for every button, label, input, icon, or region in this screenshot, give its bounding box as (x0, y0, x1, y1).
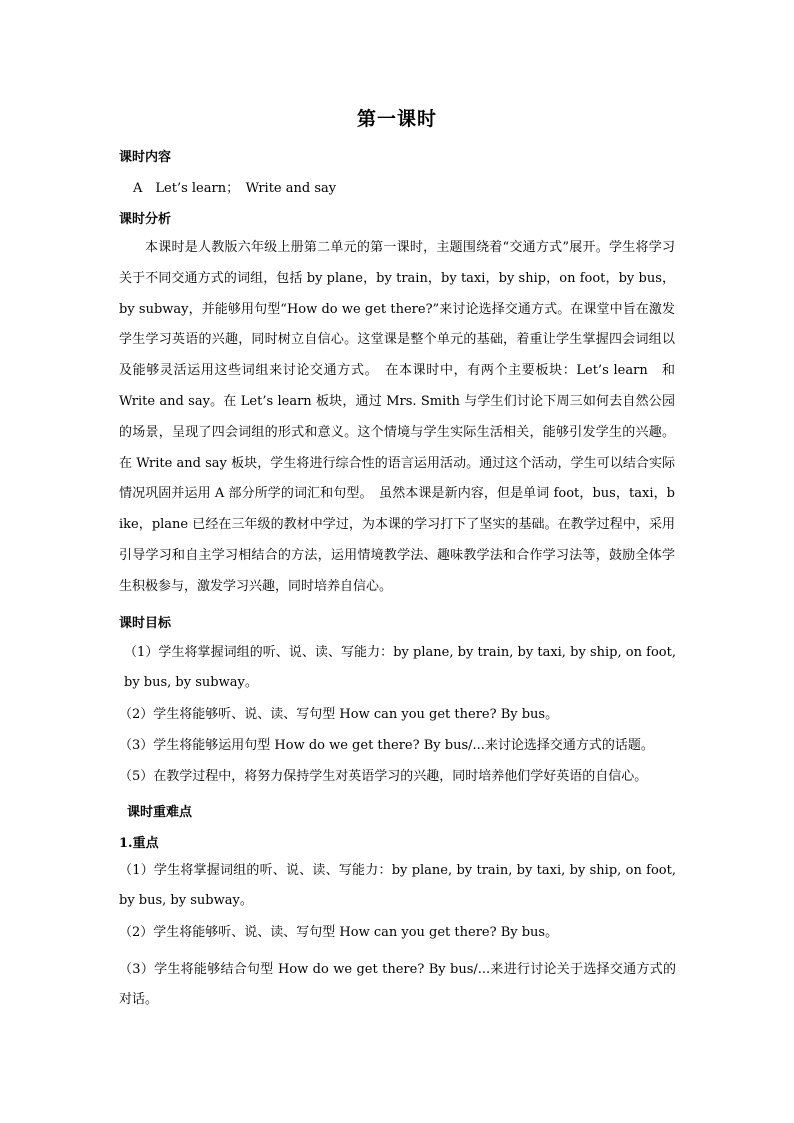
content-text: A Let’s learn； Write and say (133, 181, 337, 196)
page-title: 第一课时 (356, 108, 437, 130)
analysis-paragraph: 本课时是人教版六年级上册第二单元的第一课时，主题围绕着“交通方式”展开。学生将学习关于不同交通方式的词组，包括 by plane，by train，by taxi，by ship，on foot，by bus，by subway，并能够用句型“How do we get there?”来讨论选择交通方式。在课堂中旨在激发学生学习英语的兴趣，同时树立自信心。这堂课是整个单元的基础，着重让学生掌握四会词组以及能够灵活运用这些词组来讨论交通方式。 在本课时中，有两个主要板块：Let’s learn 和 Write and say。在 Let’s learn 板块，通过 Mrs. Smith 与学生们讨论下周三如何去自然公园的场景，呈现了四会词组的形式和意义。这个情境与学生实际生活相关，能够引发学生的兴趣。在 Write and say 板块，学生将进行综合性的语言运用活动。通过这个活动，学生可以结合实际情况巩固并运用 A 部分所学的词汇和句型。 虽然本课是新内容，但是单词 foot，bus，taxi，bike，plane 已经在三年级的教材中学过，为本课的学习打下了坚实的基础。在教学过程中，采用引导学习和自主学习相结合的方法，运用情境教学法、趣味教学法和合作学习法等，鼓励全体学生积极参与，激发学习兴趣，同时培养自信心。 (119, 240, 689, 594)
objective-item-2: （2）学生将能够听、说、读、写句型 How can you get there? By bus。 (119, 707, 559, 722)
section-heading-objectives: 课时目标 (119, 616, 172, 631)
section-heading-keypoints: 课时重难点 (127, 805, 193, 820)
section-heading-analysis: 课时分析 (119, 212, 172, 227)
keypoint-item-1: （1）学生将掌握词组的听、说、读、写能力：by plane, by train, by taxi, by ship, on foot, by bus, by subway。 (119, 863, 676, 908)
objective-item-5: （5）在教学过程中，将努力保持学生对英语学习的兴趣，同时培养他们学好英语的自信心。 (119, 769, 648, 784)
keypoint-item-2: （2）学生将能够听、说、读、写句型 How can you get there? By bus。 (119, 925, 559, 940)
keypoints-subheading: 1.重点 (119, 836, 159, 851)
objective-item-3: （3）学生将能够运用句型 How do we get there? By bus/...来讨论选择交通方式的话题。 (119, 738, 654, 753)
objective-item-1: （1）学生将掌握词组的听、说、读、写能力：by plane, by train, by taxi, by ship, on foot, by bus, by subway。 (124, 645, 676, 690)
section-heading-content: 课时内容 (119, 150, 172, 165)
keypoint-item-3: （3）学生将能够结合句型 How do we get there? By bus/...来进行讨论关于选择交通方式的对话。 (119, 962, 676, 1007)
